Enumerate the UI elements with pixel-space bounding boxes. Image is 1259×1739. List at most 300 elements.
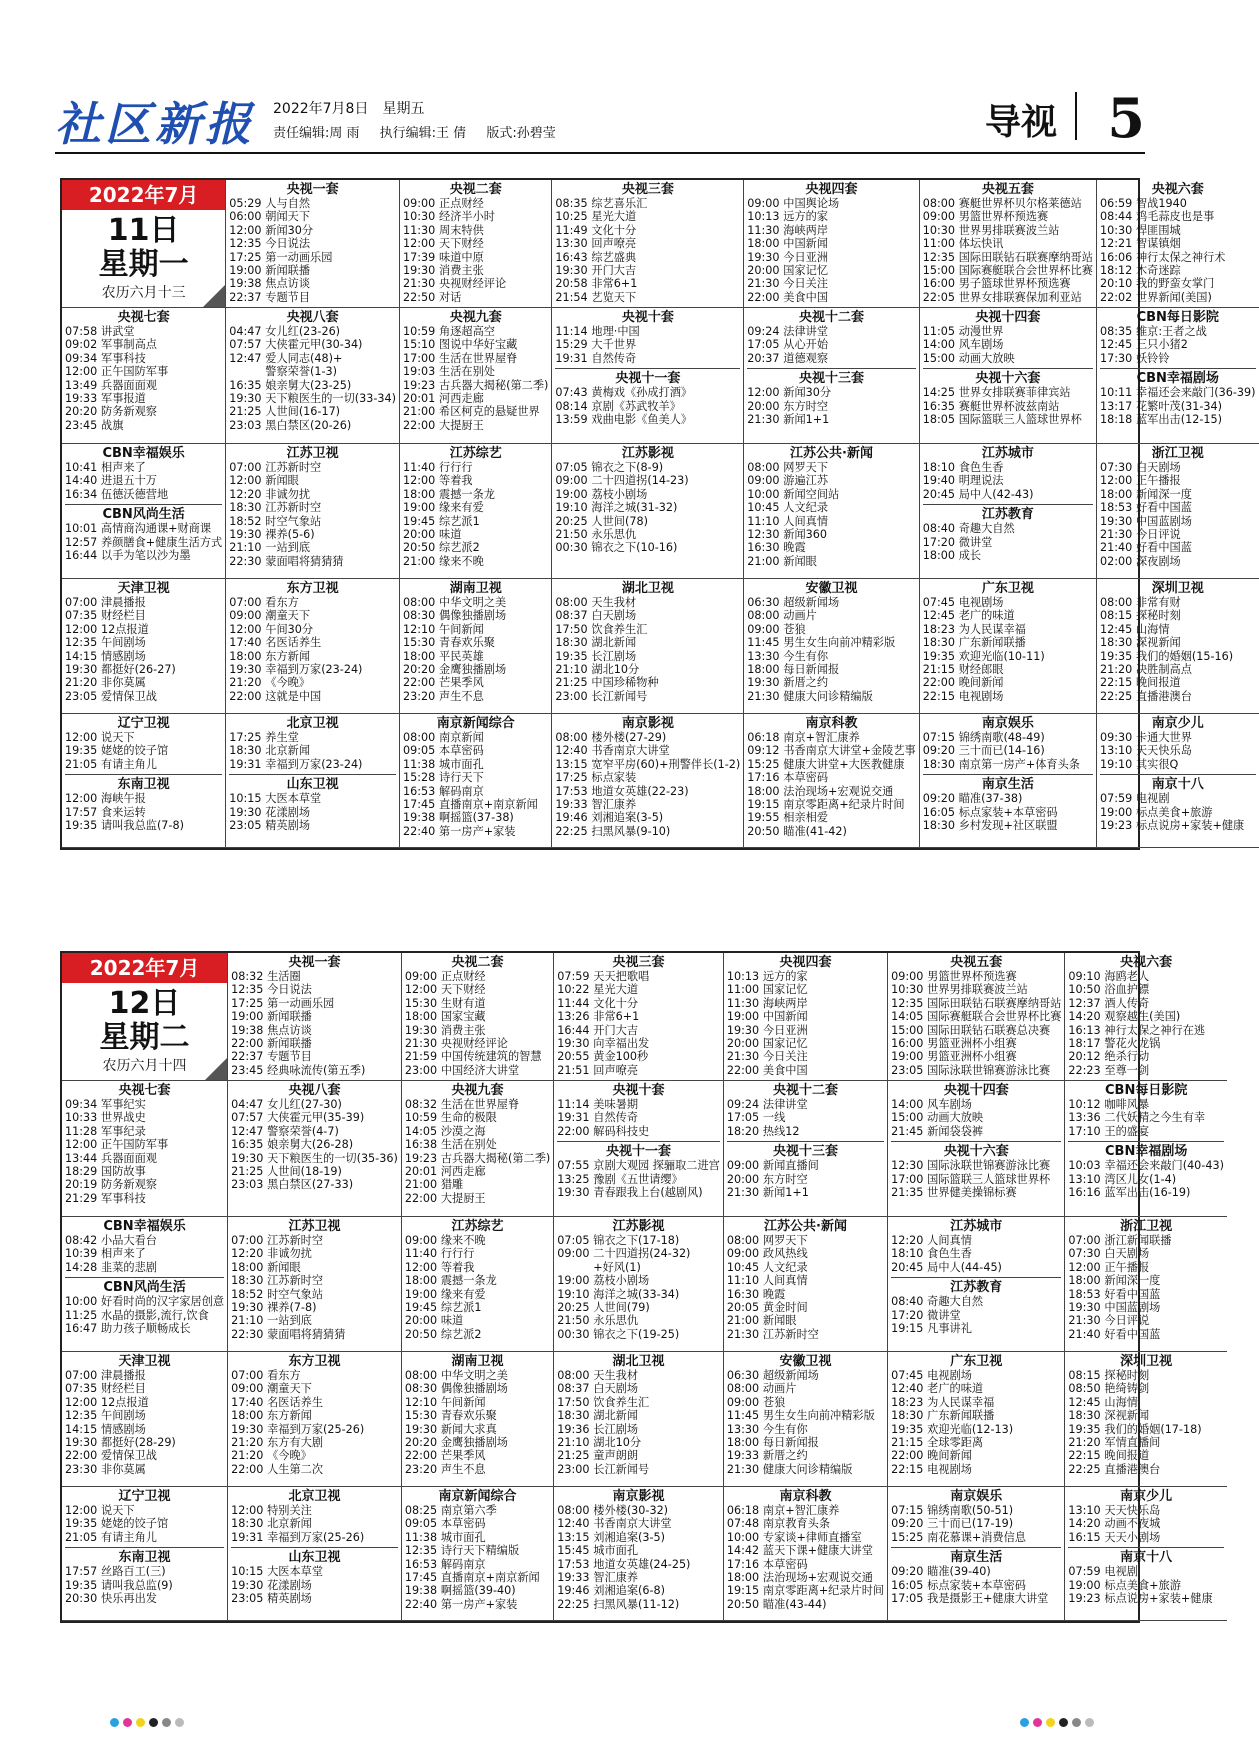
- program-time: 07:48: [726, 1517, 760, 1531]
- program-title: 艺览天下: [591, 290, 637, 304]
- program-time: 11:05: [922, 325, 955, 338]
- program-row: [727, 1064, 884, 1077]
- channel-cell: [1065, 1352, 1227, 1487]
- program-title: 新闻360: [783, 528, 827, 542]
- channel-section: [1100, 182, 1256, 304]
- channel-name: CBN幸福娱乐: [102, 446, 185, 461]
- program-time: 19:46: [555, 811, 588, 825]
- program-time: 18:00: [403, 649, 436, 663]
- program-time: 23:03: [229, 418, 262, 432]
- program-title: 南京教育头条: [762, 1517, 831, 1531]
- program-time: 18:18: [1099, 413, 1133, 427]
- program-row: [923, 806, 1093, 819]
- program-time: 10:59: [404, 1111, 438, 1125]
- channel-section: [1068, 955, 1224, 1077]
- program-row: [65, 1295, 224, 1308]
- program-title: 晚霞: [783, 541, 806, 555]
- program-title: 名医话养生: [265, 636, 322, 650]
- program-title: 第一房产+家装: [440, 1597, 518, 1611]
- channel-name: 央视八套: [286, 310, 339, 325]
- program-time: 17:45: [404, 1571, 438, 1585]
- program-title: 花繁叶茂(31-34): [1135, 399, 1222, 413]
- program-title: 都挺好(26-27): [101, 663, 176, 677]
- executive-editor: 执行编辑:王 倩: [379, 126, 467, 141]
- program-title: 大医本草堂: [267, 1565, 324, 1579]
- program-title: 财经栏目: [101, 1382, 146, 1396]
- program-title: 非常6+1: [593, 1010, 640, 1024]
- program-title: 非常有财: [1135, 596, 1181, 609]
- program-row: [231, 1314, 398, 1327]
- program-title: 有请主角儿: [101, 757, 157, 771]
- program-row: [923, 690, 1093, 703]
- program-time: 22:00: [747, 290, 780, 304]
- channel-name: 央视十六套: [975, 371, 1041, 387]
- program-title: 世界男排联赛波兰站: [958, 223, 1060, 237]
- program-row: [891, 1579, 1061, 1592]
- program-row: [727, 1159, 884, 1172]
- program-row: [1068, 1409, 1224, 1422]
- header-divider: [1075, 92, 1077, 140]
- program-time: 12:00: [229, 223, 262, 237]
- editor-credits: [273, 122, 572, 141]
- program-time: 19:30: [1068, 1301, 1101, 1315]
- program-row: [1068, 970, 1224, 983]
- program-row: [65, 1111, 224, 1124]
- program-time: 06:00: [229, 210, 262, 224]
- program-time: 18:30: [229, 744, 262, 758]
- channel-section: [747, 368, 915, 426]
- program-time: 17:25: [229, 250, 262, 264]
- program-row: [923, 636, 1093, 649]
- program-row: [557, 997, 720, 1010]
- program-row: [403, 555, 548, 568]
- program-row: [403, 515, 548, 528]
- program-row: [923, 474, 1093, 487]
- program-row: [405, 1050, 550, 1063]
- program-row: [1100, 636, 1256, 649]
- program-title: 奇趣大自然: [927, 1295, 984, 1309]
- program-title: 我们的婚姻(17-18): [1104, 1422, 1202, 1436]
- program-time: 18:53: [1099, 501, 1133, 515]
- program-time: 13:26: [557, 1010, 590, 1024]
- program-title: 南京零距离+纪录片时间: [762, 1584, 885, 1598]
- program-time: 21:15: [891, 1436, 924, 1450]
- program-time: 22:30: [229, 554, 262, 568]
- program-time: 21:10: [557, 1436, 590, 1450]
- program-time: 21:50: [555, 528, 588, 542]
- program-title: 快乐再出发: [101, 1592, 157, 1606]
- program-time: 17:25: [231, 996, 264, 1010]
- channel-section: [557, 1083, 720, 1138]
- channel-section: [555, 716, 740, 838]
- program-row: [923, 251, 1093, 264]
- program-row: [1068, 1037, 1224, 1050]
- program-time: 19:35: [65, 1578, 98, 1592]
- program-row: [557, 1037, 720, 1050]
- program-row: [891, 1173, 1061, 1186]
- channel-cell: [226, 444, 400, 579]
- program-title: 防务新观察: [101, 1178, 157, 1192]
- program-time: 14:00: [922, 338, 955, 352]
- program-title: 东方新闻: [267, 1409, 312, 1423]
- program-time: 10:00: [65, 1295, 98, 1309]
- channel-section: [727, 1083, 884, 1138]
- program-title: 我们的婚姻(15-16): [1135, 649, 1234, 663]
- program-time: 20:00: [403, 528, 436, 542]
- program-time: 18:23: [891, 1395, 924, 1409]
- program-row: [231, 1111, 398, 1124]
- channel-cell: [1097, 579, 1259, 714]
- program-time: 18:30: [231, 1517, 264, 1531]
- program-row: [229, 819, 396, 832]
- channel-section: [555, 446, 740, 555]
- channel-name: 江苏城市: [981, 446, 1034, 461]
- program-row: [65, 1322, 224, 1335]
- program-row: [891, 1449, 1061, 1462]
- program-time: 21:15: [922, 663, 955, 677]
- program-row: [1068, 1301, 1224, 1314]
- program-row: [555, 636, 740, 649]
- channel-cell: [400, 444, 552, 579]
- program-row: [923, 792, 1093, 805]
- program-row: [1100, 488, 1256, 501]
- program-title: 生活圈: [267, 970, 301, 983]
- channel-section: [229, 310, 396, 432]
- program-time: 15:10: [403, 338, 436, 352]
- channel-cell: [400, 579, 552, 714]
- registration-dot: [175, 1718, 184, 1727]
- channel-name: 东南卫视: [117, 777, 170, 793]
- program-row: [403, 811, 548, 824]
- program-row: [231, 1504, 398, 1517]
- program-time: 19:35: [65, 1517, 98, 1531]
- channel-name: 湖北卫视: [621, 581, 674, 596]
- program-time: 10:00: [726, 1530, 760, 1544]
- program-time: 14:20: [1068, 1010, 1101, 1024]
- program-time: 09:20: [922, 792, 955, 806]
- program-time: 17:50: [555, 622, 588, 636]
- program-row: [403, 663, 548, 676]
- program-title: 生活在世界屋脊: [440, 1098, 520, 1111]
- program-row: [555, 609, 740, 622]
- channel-section: [555, 310, 740, 365]
- program-time: 22:25: [555, 824, 588, 838]
- program-time: 21:40: [1068, 1327, 1101, 1341]
- channel-section: [1100, 716, 1256, 771]
- program-row: [747, 676, 915, 689]
- program-row: [1100, 386, 1256, 399]
- program-title: 大医本草堂: [265, 792, 322, 806]
- channel-cell: [888, 953, 1065, 1081]
- program-title: 兵器面面观: [101, 1151, 157, 1165]
- date-weekday: 星期二: [99, 1020, 190, 1055]
- program-row: [557, 1050, 720, 1063]
- program-title: 一线: [762, 1111, 786, 1125]
- program-title: 白天剧场: [593, 1382, 639, 1396]
- program-time: 17:45: [403, 798, 436, 812]
- program-time: 19:30: [229, 663, 262, 677]
- program-row: [1100, 224, 1256, 237]
- program-title: 缘来不晚: [439, 554, 484, 568]
- program-title: 金鹰独播剧场: [439, 663, 507, 677]
- program-title: 生活在别处: [439, 365, 495, 379]
- program-row: [65, 792, 222, 805]
- program-row: [231, 1436, 398, 1449]
- program-row: [557, 1024, 720, 1037]
- program-row: [1068, 1449, 1224, 1462]
- channel-section: [891, 1547, 1061, 1605]
- program-title: 南京+智汇康养: [762, 1504, 840, 1517]
- program-time: 19:03: [403, 365, 436, 379]
- program-row: [405, 1463, 550, 1476]
- channel-section: [891, 955, 1061, 1077]
- program-row: [727, 1463, 884, 1476]
- program-row: [747, 596, 915, 609]
- program-title: 远方的家: [783, 210, 829, 224]
- program-row: [891, 1504, 1061, 1517]
- channel-name: 广东卫视: [950, 1354, 1003, 1369]
- program-row: [65, 379, 222, 392]
- program-row: [403, 650, 548, 663]
- program-time: 22:05: [922, 290, 955, 304]
- program-row: [403, 419, 548, 432]
- program-time: 12:00: [229, 622, 262, 636]
- day-schedule-block: [60, 951, 1224, 1623]
- channel-section: [231, 1489, 398, 1544]
- program-time: 19:35: [891, 1422, 924, 1436]
- program-row: [555, 663, 740, 676]
- program-time: 13:36: [1068, 1111, 1101, 1125]
- program-row: [1100, 413, 1256, 426]
- program-row: [727, 1125, 884, 1138]
- program-title: 二代妖精之今生有幸: [1104, 1111, 1206, 1125]
- registration-dot: [1020, 1718, 1029, 1727]
- program-time: 20:30: [65, 1592, 98, 1606]
- program-time: 20:50: [403, 541, 436, 555]
- program-row: [1068, 1579, 1224, 1592]
- program-time: 20:12: [1068, 1050, 1101, 1064]
- program-time: 21:20: [229, 676, 262, 690]
- channel-name: 央视十套: [621, 310, 674, 325]
- program-time: 20:50: [726, 1597, 760, 1611]
- channel-name: 央视七套: [117, 310, 170, 325]
- program-time: [229, 365, 265, 378]
- program-time: 10:30: [1099, 223, 1133, 237]
- program-row: [65, 1369, 224, 1382]
- program-row: [403, 758, 548, 771]
- program-row: [555, 811, 740, 824]
- channel-cell: [402, 953, 554, 1081]
- program-title: 情感剧场: [101, 1422, 146, 1436]
- program-title: 非诚勿扰: [267, 1247, 312, 1261]
- program-time: 11:10: [747, 514, 780, 528]
- channel-section: [405, 955, 550, 1077]
- program-row: [65, 1463, 224, 1476]
- program-title: 新厝之约: [762, 1449, 808, 1463]
- program-row: [923, 650, 1093, 663]
- program-time: 07:57: [229, 338, 262, 352]
- channel-name: 南京娱乐: [950, 1489, 1003, 1504]
- program-time: 17:05: [726, 1111, 760, 1125]
- program-row: [405, 1178, 550, 1191]
- program-time: 19:00: [231, 1010, 264, 1024]
- program-row: [891, 1050, 1061, 1063]
- program-row: [923, 210, 1093, 223]
- program-time: 12:37: [1068, 996, 1101, 1010]
- program-title: 大提厨王: [439, 418, 484, 432]
- program-row: [65, 1261, 224, 1274]
- program-time: 11:10: [726, 1274, 760, 1288]
- channel-cell: [888, 1352, 1065, 1487]
- program-title: 直播南京+南京新闻: [439, 798, 538, 812]
- program-title: 《今晚》: [265, 676, 311, 690]
- program-title: 正午国防军事: [101, 1138, 169, 1152]
- program-time: 19:30: [555, 264, 588, 278]
- program-row: [1100, 650, 1256, 663]
- program-title: 战旗: [101, 418, 124, 432]
- program-row: [891, 1396, 1061, 1409]
- program-title: 焦点访谈: [267, 1023, 312, 1037]
- date-month: 2022年7月: [62, 180, 225, 210]
- program-time: 12:00: [65, 731, 98, 744]
- channel-cell: [554, 1081, 724, 1217]
- program-time: 10:12: [1068, 1098, 1101, 1111]
- program-row: [405, 1423, 550, 1436]
- program-row: [1100, 731, 1256, 744]
- program-title: 今日评说: [1104, 1314, 1150, 1328]
- program-title: 12点报道: [101, 1395, 149, 1409]
- program-row: [229, 210, 396, 223]
- program-title: 央视财经评论: [439, 277, 507, 291]
- program-row: [555, 623, 740, 636]
- program-row: [557, 983, 720, 996]
- program-time: 08:15: [1068, 1369, 1101, 1382]
- program-title: 好看中国蓝: [1135, 541, 1192, 555]
- program-time: 20:01: [403, 392, 436, 406]
- program-time: 18:00: [231, 1409, 264, 1423]
- program-time: 19:10: [1099, 757, 1133, 771]
- program-title: 焦点访谈: [265, 277, 311, 291]
- program-title: 楼外楼(27-29): [591, 731, 667, 744]
- program-title: 永乐思仇: [591, 528, 637, 542]
- program-time: 21:30: [1099, 528, 1133, 542]
- program-time: 11:38: [404, 1530, 438, 1544]
- program-title: 东方新闻: [265, 649, 311, 663]
- program-title: 讲武堂: [101, 325, 135, 338]
- program-title: 为人民谋幸福: [927, 1395, 995, 1409]
- program-row: [727, 1328, 884, 1341]
- program-time: 23:30: [65, 1462, 98, 1476]
- program-time: 22:15: [1099, 676, 1133, 690]
- program-title: 城市面孔: [439, 757, 484, 771]
- program-title: 天下粮医生的一切(33-34): [265, 392, 396, 406]
- program-time: 21:40: [1099, 541, 1133, 555]
- program-row: [1068, 1050, 1224, 1063]
- program-row: [405, 1328, 550, 1341]
- program-title: 生活在别处: [440, 1138, 497, 1152]
- program-title: 非你莫属: [101, 1462, 146, 1476]
- program-title: 时空气象站: [265, 514, 322, 528]
- program-row: [231, 1064, 398, 1077]
- program-row: [557, 1436, 720, 1449]
- program-title: 湾区儿女(1-4): [1104, 1172, 1177, 1186]
- program-time: 11:00: [922, 237, 955, 251]
- program-row: [65, 1382, 224, 1395]
- program-title: 网罗天下: [783, 461, 829, 474]
- program-row: [747, 771, 915, 784]
- program-time: 12:00: [403, 237, 436, 251]
- program-row: [555, 798, 740, 811]
- program-title: 新闻眼: [267, 1260, 301, 1274]
- channel-section: [403, 581, 548, 703]
- program-time: 07:00: [231, 1369, 264, 1382]
- program-row: [891, 1098, 1061, 1111]
- program-row: [1068, 1111, 1224, 1124]
- program-title: 每日新闻报: [762, 1436, 819, 1450]
- program-row: [405, 1192, 550, 1205]
- program-time: 12:45: [922, 609, 955, 623]
- program-title: 女儿红(23-26): [265, 325, 341, 338]
- program-row: [405, 997, 550, 1010]
- program-row: [1100, 758, 1256, 771]
- program-title: 名医话养生: [267, 1395, 324, 1409]
- program-time: 23:03: [231, 1178, 264, 1192]
- channel-section: [557, 1219, 720, 1341]
- channel-section: [405, 1354, 550, 1476]
- program-time: 21:00: [726, 1314, 760, 1328]
- program-row: [923, 291, 1093, 304]
- program-row: [557, 1584, 720, 1597]
- program-row: [727, 1584, 884, 1597]
- program-time: 10:13: [726, 970, 760, 983]
- program-row: [403, 338, 548, 351]
- program-title: 鸡毛蒜皮也是事: [1135, 210, 1215, 224]
- program-time: 07:00: [229, 596, 262, 609]
- program-title: 山海情: [1135, 622, 1170, 636]
- program-time: 22:15: [922, 689, 955, 703]
- header-rule: [55, 152, 1145, 154]
- program-time: 08:40: [891, 1295, 924, 1309]
- program-title: 楼外楼(30-32): [593, 1504, 669, 1517]
- program-time: 17:53: [557, 1557, 590, 1571]
- channel-name: 山东卫视: [286, 777, 339, 793]
- program-time: 23:20: [403, 689, 436, 703]
- program-row: [65, 488, 222, 501]
- program-time: 19:30: [1099, 514, 1133, 528]
- program-row: [403, 379, 548, 392]
- program-title: 深视新闻: [1104, 1409, 1150, 1423]
- program-row: [727, 1234, 884, 1247]
- program-time: 18:30: [891, 1409, 924, 1423]
- channel-section: [65, 1354, 224, 1476]
- program-time: 13:17: [1099, 399, 1133, 413]
- program-time: 12:35: [231, 983, 264, 997]
- program-row: [1100, 277, 1256, 290]
- program-title: 天天快乐岛: [1104, 1504, 1161, 1517]
- channel-section: [1100, 310, 1256, 365]
- program-row: [405, 1111, 550, 1124]
- program-time: 19:35: [1099, 649, 1133, 663]
- program-title: 大提厨王: [440, 1191, 486, 1205]
- program-row: [727, 1010, 884, 1023]
- channel-name: 北京卫视: [286, 716, 339, 731]
- program-row: [231, 970, 398, 983]
- program-title: 我的野蛮女掌门: [1135, 277, 1215, 291]
- program-title: 非诚勿扰: [265, 487, 311, 501]
- program-time: 19:00: [555, 487, 588, 501]
- program-row: [727, 1544, 884, 1557]
- program-title: 世界战史: [101, 1111, 146, 1125]
